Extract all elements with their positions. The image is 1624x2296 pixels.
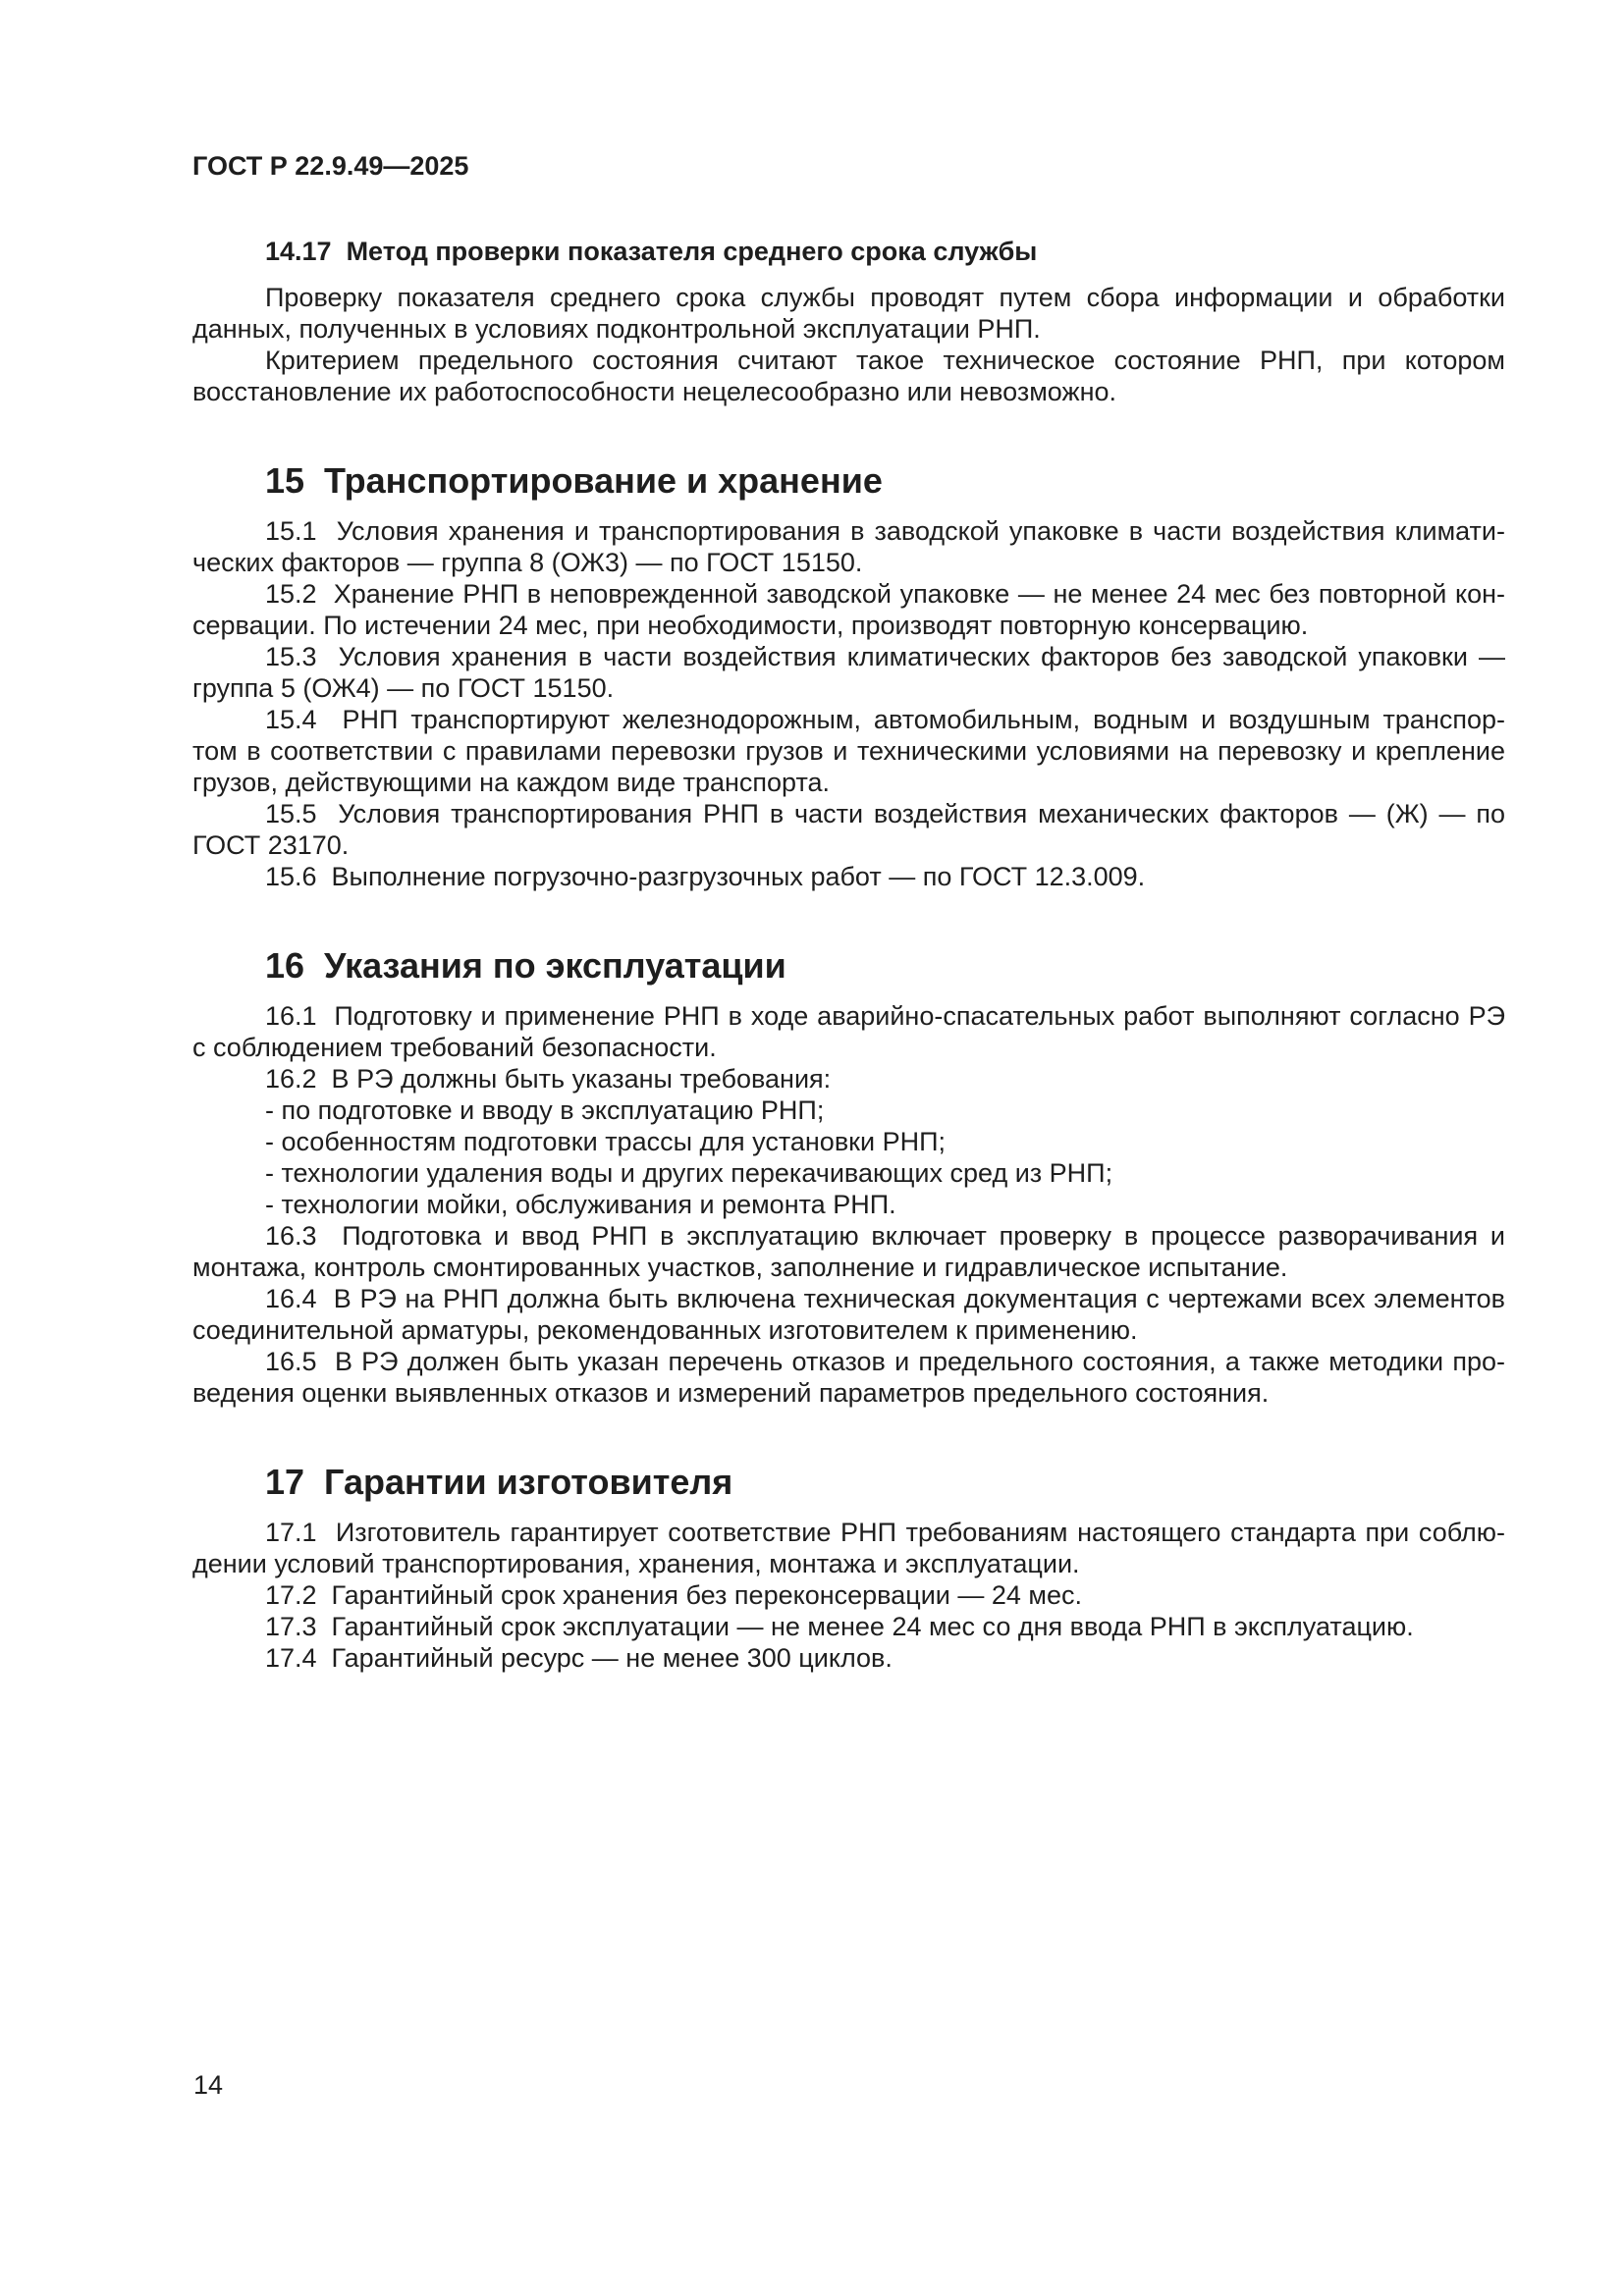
text-line: монтажа, контроль смонтированных участков, заполнение и гидравлическое испытание. <box>192 1253 1288 1282</box>
text-line: ческих факторов — группа 8 (ОЖ3) — по ГОСТ 15150. <box>192 548 863 577</box>
text-line: 15.2 Хранение РНП в неповрежденной заводской упаковке — не менее 24 мес без повторной кон- <box>265 579 1505 609</box>
text-line: ГОСТ 23170. <box>192 830 350 860</box>
text-line: 15.5 Условия транспортирования РНП в части воздействия механических факторов — (Ж) — по <box>265 799 1505 828</box>
section-heading-16: 16 Указания по эксплуатации <box>265 945 786 986</box>
text-line: 17.2 Гарантийный срок хранения без переконсервации — 24 мес. <box>265 1580 1082 1610</box>
text-line: том в соответствии с правилами перевозки грузов и техническими условиями на перевозку и крепление <box>192 736 1505 766</box>
text-line: сервации. По истечении 24 мес, при необходимости, производят повторную консервацию. <box>192 611 1309 640</box>
text-line: данных, полученных в условиях подконтрольной эксплуатации РНП. <box>192 314 1041 344</box>
clause-heading-14-17: 14.17 Метод проверки показателя среднего срока службы <box>265 237 1038 266</box>
text-line: грузов, действующими на каждом виде транспорта. <box>192 768 831 797</box>
section-heading-15: 15 Транспортирование и хранение <box>265 460 883 501</box>
text-line: 16.3 Подготовка и ввод РНП в эксплуатацию включает проверку в процессе разворачивания и <box>265 1221 1505 1251</box>
text-line: восстановление их работоспособности нецелесообразно или невозможно. <box>192 377 1117 406</box>
text-line: 15.3 Условия хранения в части воздействия климатических факторов без заводской упаковки — <box>265 642 1505 671</box>
text-line: 15.1 Условия хранения и транспортирования в заводской упаковке в части воздействия климати- <box>265 516 1505 546</box>
text-line: 15.6 Выполнение погрузочно-разгрузочных работ — по ГОСТ 12.3.009. <box>265 862 1146 891</box>
text-line: 16.2 В РЭ должны быть указаны требования: <box>265 1064 832 1094</box>
page-number: 14 <box>193 2070 224 2100</box>
list-item: - технологии мойки, обслуживания и ремонта РНП. <box>265 1190 896 1219</box>
list-item: - особенностям подготовки трассы для установки РНП; <box>265 1127 946 1156</box>
running-header: ГОСТ Р 22.9.49—2025 <box>192 151 469 181</box>
section-heading-17: 17 Гарантии изготовителя <box>265 1462 733 1502</box>
list-item: - по подготовке и вводу в эксплуатацию РНП; <box>265 1095 825 1125</box>
text-line: дении условий транспортирования, хранения, монтажа и эксплуатации. <box>192 1549 1080 1578</box>
text-line: группа 5 (ОЖ4) — по ГОСТ 15150. <box>192 673 615 703</box>
text-line: соединительной арматуры, рекомендованных изготовителем к применению. <box>192 1315 1138 1345</box>
text-line: 17.3 Гарантийный срок эксплуатации — не менее 24 мес со дня ввода РНП в эксплуатацию. <box>265 1612 1414 1641</box>
text-line: 16.5 В РЭ должен быть указан перечень отказов и предельного состояния, а также методики про- <box>265 1347 1505 1376</box>
text-line: ведения оценки выявленных отказов и измерений параметров предельного состояния. <box>192 1378 1270 1408</box>
text-line: Проверку показателя среднего срока службы проводят путем сбора информации и обработки <box>265 283 1505 312</box>
text-line: 17.4 Гарантийный ресурс — не менее 300 циклов. <box>265 1643 893 1673</box>
text-line: 16.4 В РЭ на РНП должна быть включена техническая документация с чертежами всех элементов <box>265 1284 1505 1313</box>
text-line: 15.4 РНП транспортируют железнодорожным, автомобильным, водным и воздушным транспор- <box>265 705 1505 734</box>
text-line: Критерием предельного состояния считают такое техническое состояние РНП, при котором <box>265 346 1505 375</box>
text-line: 16.1 Подготовку и применение РНП в ходе аварийно-спасательных работ выполняют согласно РЭ <box>265 1001 1505 1031</box>
text-line: 17.1 Изготовитель гарантирует соответствие РНП требованиям настоящего стандарта при соблю- <box>265 1518 1505 1547</box>
list-item: - технологии удаления воды и других перекачивающих сред из РНП; <box>265 1158 1113 1188</box>
text-line: с соблюдением требований безопасности. <box>192 1033 717 1062</box>
